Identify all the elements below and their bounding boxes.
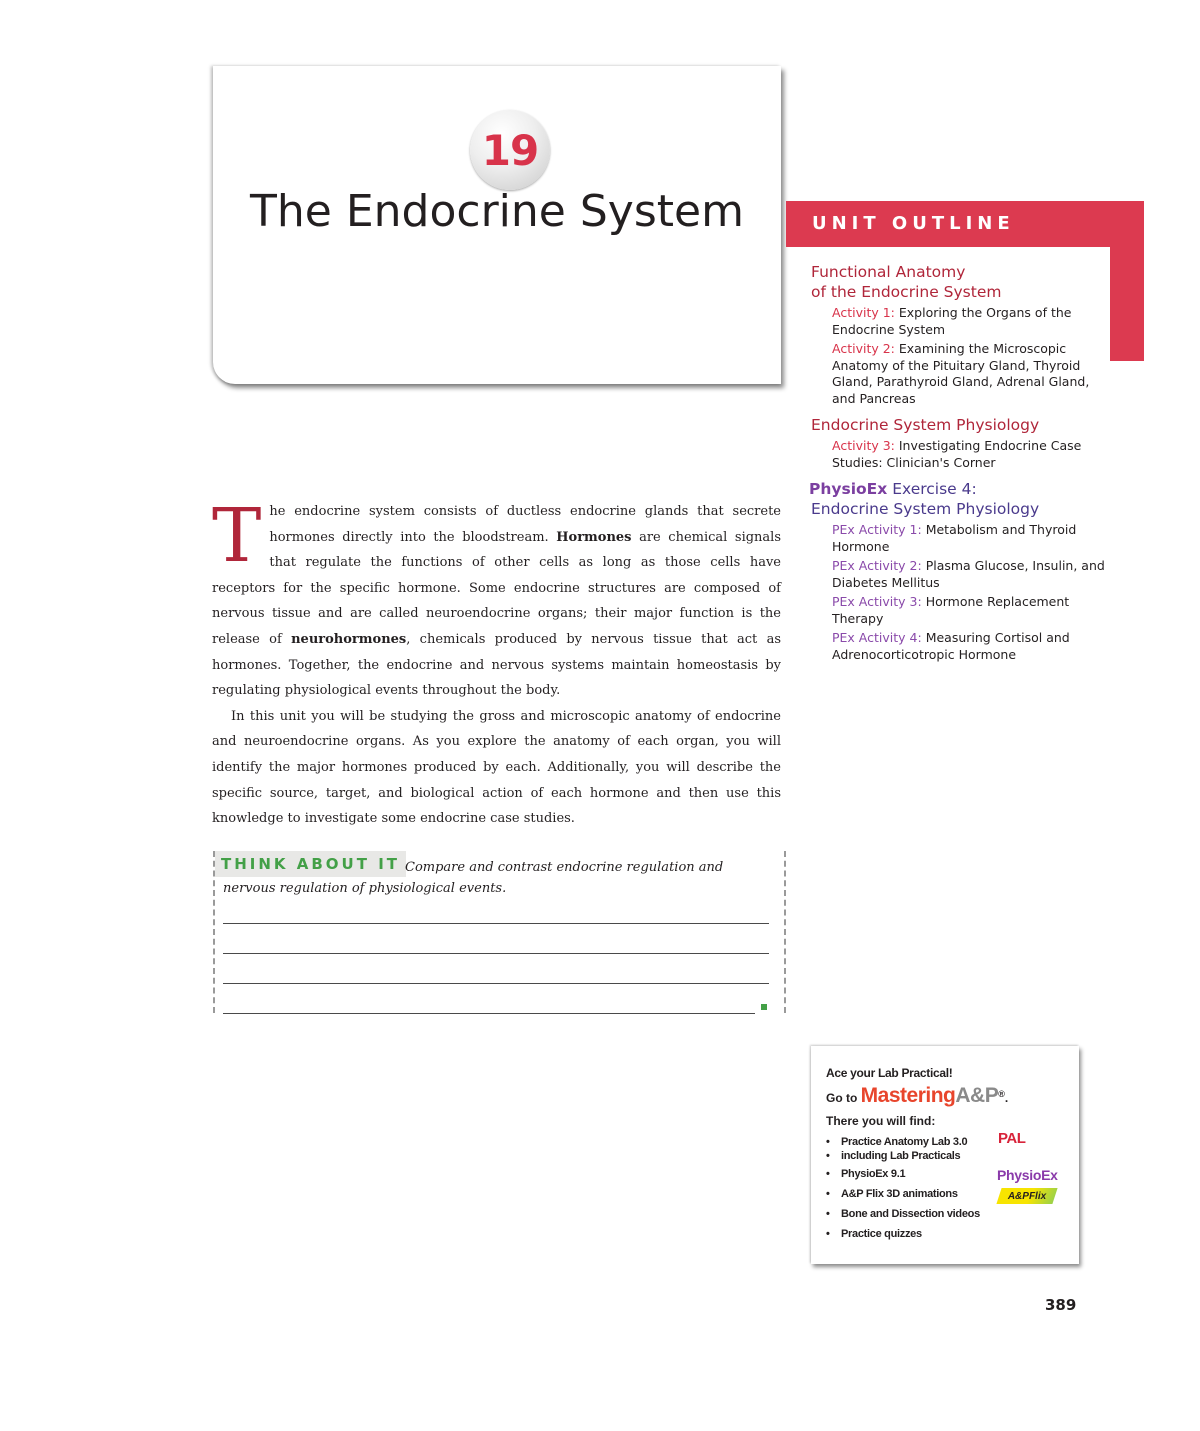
pex-activity-text: Measuring Cortisol and Adrenocorticotropic Hormone	[832, 630, 1070, 662]
promo-goto	[826, 1084, 1008, 1108]
pex-activity	[832, 630, 1111, 663]
intro-paragraph-1	[212, 493, 781, 704]
physioex-logo: PhysioEx	[809, 480, 888, 498]
list-item	[826, 1184, 980, 1204]
promo-there: There you will find:	[826, 1114, 936, 1128]
list-item-text: PhysioEx 9.1	[841, 1168, 906, 1180]
key-term: Hormones	[556, 529, 632, 545]
list-item-text: Bone and Dissection videos	[841, 1208, 980, 1220]
outline-activity	[832, 305, 1111, 338]
list-item-text: A&P Flix 3D animations	[841, 1188, 958, 1200]
answer-line[interactable]	[223, 1013, 755, 1014]
list-item	[826, 1164, 980, 1184]
chapter-number: 19	[481, 125, 539, 175]
drop-cap: T	[212, 493, 262, 579]
think-about-it-label: THINK ABOUT IT	[221, 855, 401, 873]
list-item-text: including Lab Practicals	[841, 1150, 961, 1162]
intro-paragraph-2: In this unit you will be studying the gross and microscopic anatomy of endocrine and neuroendocrine organs. As you explore the anatomy of each organ, you will identify the major hormones produced by each. Additionally, you will describe the specific source, target, and biological action of each hormone and then use this knowledge to investigate some endocrine case studies.	[212, 708, 781, 827]
activity-text: Investigating Endocrine Case Studies: Clinician's Corner	[832, 438, 1082, 470]
chapter-number-badge	[470, 110, 550, 190]
outline-activity	[832, 438, 1111, 471]
page-number: 389	[1045, 1296, 1077, 1314]
pex-activity	[832, 594, 1111, 627]
promo-list	[826, 1132, 980, 1244]
think-about-it-box	[213, 851, 786, 1013]
unit-outline-side-bar	[1110, 201, 1144, 361]
text-run: , chemicals produced by nervous tissue that act as hormones. Together, the endocrine and nervous systems maintain homeostasis by regulating physiological events throughout the body.	[212, 631, 781, 699]
activity-text: Exploring the Organs of the Endocrine System	[832, 305, 1072, 337]
activity-label: Activity 1:	[832, 305, 895, 320]
pex-activity-label: PEx Activity 2:	[832, 558, 922, 573]
list-item-text: Practice quizzes	[841, 1228, 922, 1240]
chapter-title: The Endocrine System	[250, 186, 744, 237]
goto-text: Go to	[826, 1091, 858, 1105]
apflix-logo-icon	[996, 1188, 1057, 1204]
answer-line[interactable]	[223, 983, 769, 984]
pex-activity	[832, 522, 1111, 555]
mastering-logo-suffix: A&P	[955, 1084, 999, 1107]
outline-section-title	[811, 415, 1111, 435]
section-title-line: Functional Anatomy	[811, 263, 966, 281]
answer-line[interactable]	[223, 953, 769, 954]
outline-activity	[832, 341, 1111, 407]
unit-outline-heading: UNIT OUTLINE	[812, 213, 1015, 234]
end-square-icon	[761, 1004, 767, 1010]
activity-label: Activity 3:	[832, 438, 895, 453]
outline-section-title	[811, 262, 1111, 302]
apflix-logo-text: A&PFlix	[1007, 1190, 1047, 1202]
list-item-sub	[826, 1148, 980, 1164]
registered-mark: ®	[998, 1089, 1005, 1099]
physioex-title: Endocrine System Physiology	[811, 500, 1040, 518]
chapter-header-card	[213, 66, 781, 384]
activity-text: Examining the Microscopic Anatomy of the Pituitary Gland, Thyroid Gland, Parathyroid Gland, Adrenal Gland, and Pancreas	[832, 341, 1090, 406]
answer-line[interactable]	[223, 923, 769, 924]
pex-activity-label: PEx Activity 4:	[832, 630, 922, 645]
promo-headline: Ace your Lab Practical!	[826, 1066, 953, 1080]
section-title-line: of the Endocrine System	[811, 283, 1002, 301]
mastering-promo-box	[811, 1046, 1079, 1264]
pex-activity-label: PEx Activity 1:	[832, 522, 922, 537]
mastering-logo: Mastering	[860, 1084, 956, 1107]
pex-activity	[832, 558, 1111, 591]
goto-period: .	[1004, 1091, 1009, 1105]
list-item-text: Practice Anatomy Lab 3.0	[841, 1136, 968, 1148]
pex-activity-text: Plasma Glucose, Insulin, and Diabetes Mellitus	[832, 558, 1105, 590]
physioex-section-title	[809, 479, 1111, 519]
pex-activity-label: PEx Activity 3:	[832, 594, 922, 609]
section-title-line: Endocrine System Physiology	[811, 416, 1040, 434]
physioex-exercise: Exercise 4:	[892, 480, 977, 498]
key-term: neurohormones	[291, 631, 407, 647]
physioex-logo-icon: PhysioEx	[997, 1167, 1058, 1183]
think-about-it-prompt: Compare and contrast endocrine regulation and nervous regulation of physiological events.	[223, 860, 724, 896]
list-item	[826, 1204, 980, 1224]
list-item	[826, 1224, 980, 1244]
unit-outline	[811, 262, 1111, 663]
activity-label: Activity 2:	[832, 341, 895, 356]
text-run: he endocrine system consists of ductless endocrine glands that secrete hormones directly into the bloodstream.	[269, 504, 781, 545]
intro-text	[212, 493, 781, 832]
pal-logo-icon: PAL	[998, 1130, 1026, 1147]
pex-activity-text: Hormone Replacement Therapy	[832, 594, 1070, 626]
pex-activity-text: Metabolism and Thyroid Hormone	[832, 522, 1077, 554]
text-run: are chemical signals that regulate the functions of other cells as long as those cells have receptors for the specific hormone. Some endocrine structures are composed of nervous tissue and are called neuroendocrine organs; their major function is the release of	[212, 529, 781, 647]
